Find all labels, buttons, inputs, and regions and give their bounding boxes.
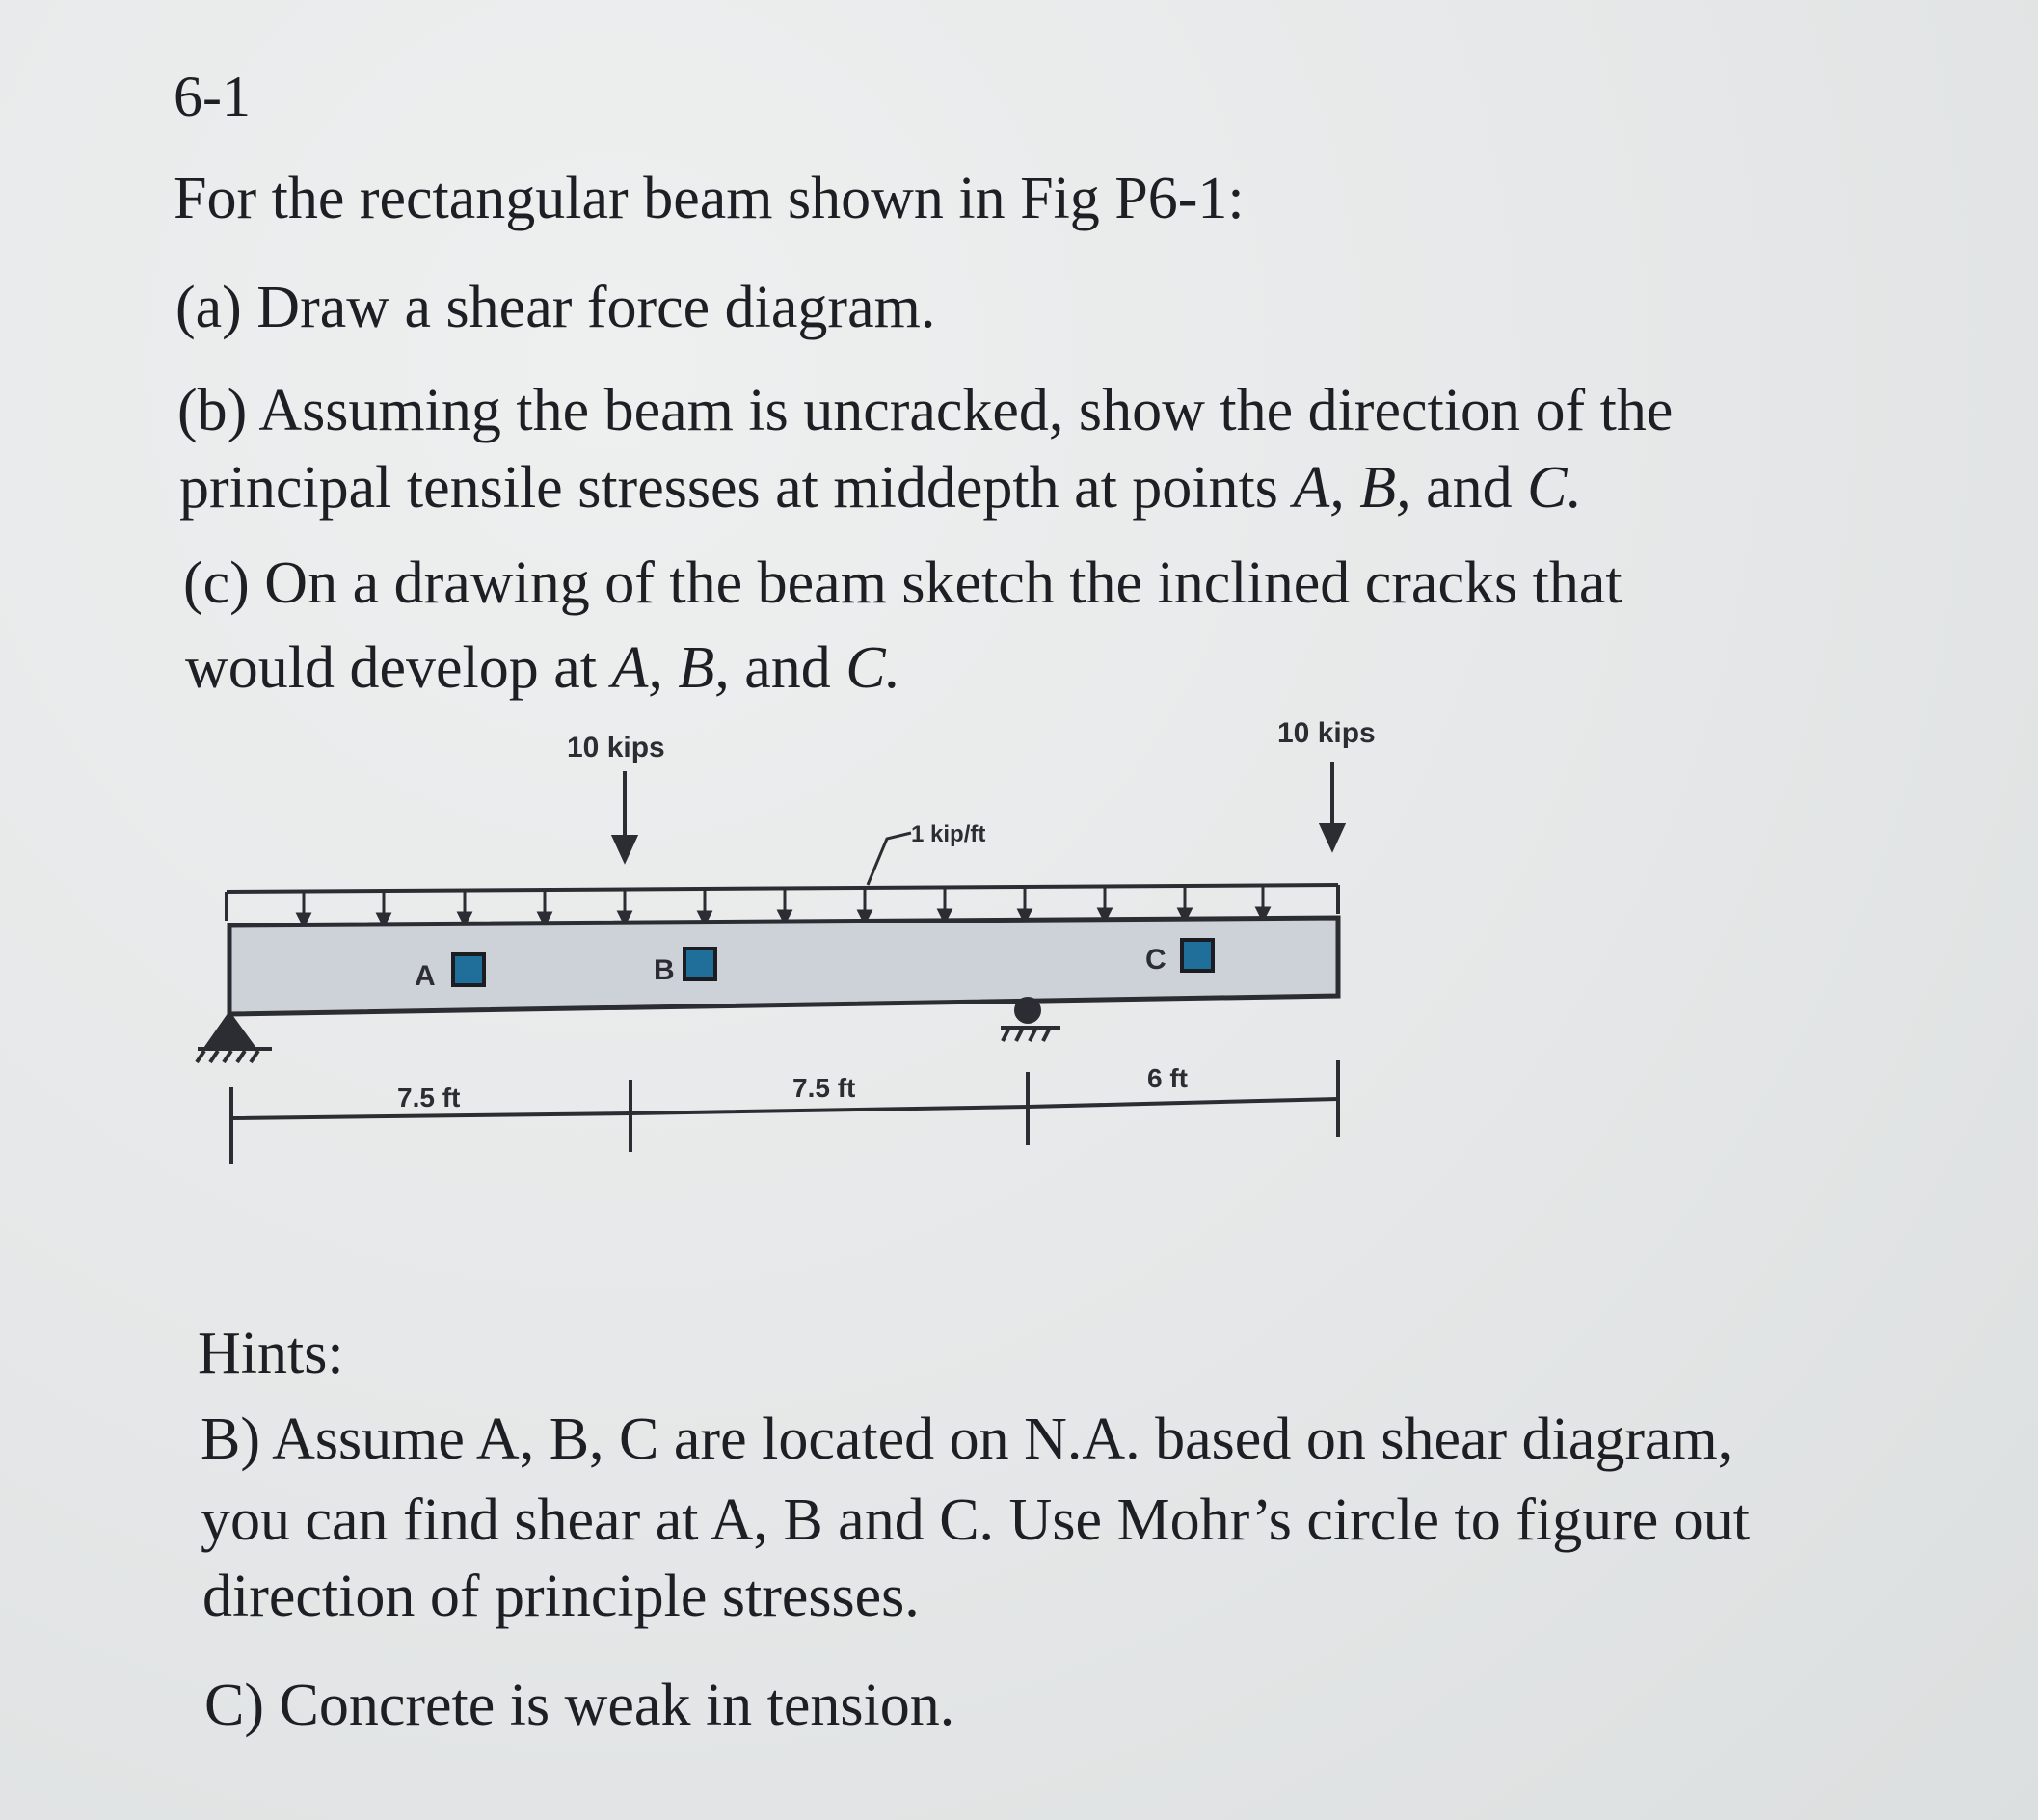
part-c-points: A, B,: [611, 635, 730, 701]
right-point-load-label: 10 kips: [1277, 717, 1376, 749]
part-b-points: A, B,: [1293, 455, 1411, 521]
hints-title: Hints:: [198, 1321, 344, 1386]
distributed-load-leader: [868, 833, 911, 885]
distributed-load-label: 1 kip/ft: [911, 821, 986, 847]
point-b-label: B: [654, 954, 675, 986]
hint-b-line-2: you can find shear at A, B and C. Use Mohr’s circle to figure out: [201, 1487, 1751, 1553]
problem-number: 6-1: [174, 65, 251, 128]
part-c-and: and: [729, 635, 846, 701]
left-point-load-arrow: [614, 771, 635, 860]
hint-b-line-1: B) Assume A, B, C are located on N.A. based on shear diagram,: [201, 1406, 1733, 1472]
part-b-and: and: [1410, 455, 1528, 521]
hint-c: C) Concrete is weak in tension.: [204, 1673, 955, 1738]
problem-intro: For the rectangular beam shown in Fig P6-1:: [174, 166, 1245, 231]
point-a-marker: [453, 954, 484, 985]
part-c-line-1: (c) On a drawing of the beam sketch the inclined cracks that: [183, 550, 1622, 616]
roller-support: [1001, 999, 1060, 1041]
part-b-line-1: (b) Assuming the beam is uncracked, show the direction of the: [177, 378, 1674, 443]
point-a-label: A: [415, 960, 436, 992]
part-c-point-c: C.: [845, 635, 901, 701]
part-b-line-2-text: principal tensile stresses at middepth at points: [179, 455, 1294, 521]
dimension-label-2: 7.5 ft: [792, 1073, 856, 1103]
part-c-line-2-text: would develop at: [185, 635, 612, 701]
hint-b-line-3: direction of principle stresses.: [202, 1564, 920, 1629]
dimension-label-3: 6 ft: [1147, 1063, 1188, 1093]
beam: [229, 918, 1338, 1014]
pin-support: [197, 1014, 272, 1062]
dimension-label-1: 7.5 ft: [397, 1083, 461, 1112]
right-point-load-arrow: [1322, 762, 1343, 848]
point-c-marker: [1182, 940, 1213, 971]
part-b-point-c: C.: [1527, 455, 1583, 521]
part-a-text: (a) Draw a shear force diagram.: [175, 275, 936, 340]
point-b-marker: [684, 949, 715, 979]
point-c-label: C: [1145, 944, 1166, 976]
left-point-load-label: 10 kips: [567, 732, 665, 763]
